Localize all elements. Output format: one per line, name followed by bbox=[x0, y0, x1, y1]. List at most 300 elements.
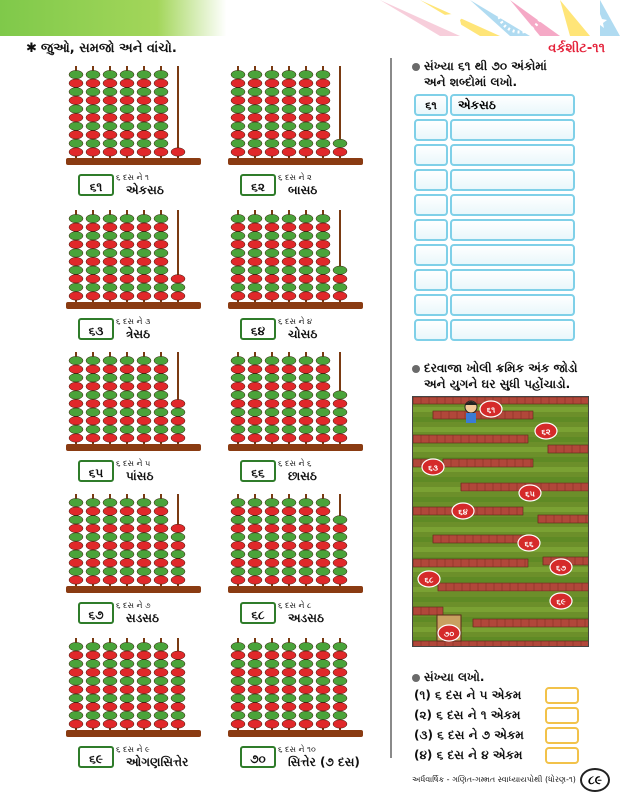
abacus-bead bbox=[333, 703, 347, 711]
abacus-bead bbox=[154, 266, 168, 274]
abacus-bead bbox=[282, 292, 296, 300]
abacus-bead bbox=[231, 257, 245, 265]
abacus-bead bbox=[69, 275, 83, 283]
abacus-base bbox=[66, 444, 201, 451]
abacus-number-word: એકસઠ bbox=[126, 183, 164, 197]
abacus-bead bbox=[154, 434, 168, 442]
abacus-bead bbox=[137, 382, 151, 390]
abacus-bead bbox=[120, 668, 134, 676]
q1-word-cell[interactable]: એકસઠ bbox=[450, 94, 575, 116]
abacus-bead bbox=[69, 249, 83, 257]
abacus-bead bbox=[316, 391, 330, 399]
abacus-bead bbox=[154, 240, 168, 248]
q1-number-cell[interactable] bbox=[414, 319, 448, 341]
abacus-bead bbox=[248, 533, 262, 541]
abacus-bead bbox=[333, 660, 347, 668]
abacus-bead bbox=[154, 113, 168, 121]
abacus-bead bbox=[86, 88, 100, 96]
abacus-bead bbox=[265, 425, 279, 433]
abacus-bead bbox=[316, 668, 330, 676]
abacus-bead bbox=[282, 660, 296, 668]
abacus-bead bbox=[333, 550, 347, 558]
abacus-bead bbox=[154, 668, 168, 676]
abacus-bead bbox=[248, 703, 262, 711]
abacus-bead bbox=[86, 70, 100, 78]
q1-row bbox=[414, 194, 575, 216]
q3-item bbox=[414, 688, 521, 703]
abacus-bead bbox=[316, 283, 330, 291]
abacus-bead bbox=[120, 365, 134, 373]
abacus-bead bbox=[231, 651, 245, 659]
abacus-bead bbox=[316, 266, 330, 274]
abacus-bead bbox=[171, 677, 185, 685]
abacus-bead bbox=[231, 642, 245, 650]
maze-door-number: ૬૧ bbox=[486, 405, 496, 415]
abacus-bead bbox=[86, 524, 100, 532]
abacus-base bbox=[66, 302, 201, 309]
abacus-bead bbox=[248, 70, 262, 78]
q1-word-cell[interactable] bbox=[450, 219, 575, 241]
abacus-bead bbox=[69, 651, 83, 659]
abacus-bead bbox=[137, 105, 151, 113]
abacus-bead bbox=[86, 214, 100, 222]
abacus-bead bbox=[137, 374, 151, 382]
abacus-bead bbox=[137, 399, 151, 407]
abacus-bead bbox=[120, 240, 134, 248]
abacus-bead bbox=[154, 533, 168, 541]
abacus-bead bbox=[316, 96, 330, 104]
abacus-bead bbox=[120, 223, 134, 231]
abacus-bead bbox=[248, 122, 262, 130]
maze-door bbox=[418, 571, 440, 587]
q1-title: સંખ્યા ૬૧ થી ૭૦ અંકોમાં અને શબ્દોમાં લખો. bbox=[412, 58, 547, 90]
abacus-number: ૬૪ bbox=[240, 318, 276, 340]
abacus-bead bbox=[316, 642, 330, 650]
abacus-bead bbox=[120, 550, 134, 558]
abacus-bead bbox=[69, 533, 83, 541]
abacus-bead bbox=[282, 703, 296, 711]
abacus-bead bbox=[265, 668, 279, 676]
abacus-bead bbox=[137, 292, 151, 300]
abacus-bead bbox=[120, 232, 134, 240]
abacus-bead bbox=[103, 559, 117, 567]
abacus-bead bbox=[248, 559, 262, 567]
abacus-bead bbox=[316, 559, 330, 567]
maze-door bbox=[550, 593, 572, 609]
abacus-bead bbox=[137, 113, 151, 121]
q1-number-cell[interactable] bbox=[414, 144, 448, 166]
abacus-bead bbox=[299, 559, 313, 567]
abacus-bead bbox=[137, 434, 151, 442]
abacus-bead bbox=[265, 498, 279, 506]
abacus-bead bbox=[137, 550, 151, 558]
abacus-bead bbox=[231, 105, 245, 113]
abacus-bead bbox=[231, 365, 245, 373]
abacus-bead bbox=[282, 642, 296, 650]
abacus-bead bbox=[103, 70, 117, 78]
abacus-bead bbox=[103, 399, 117, 407]
abacus-bead bbox=[265, 275, 279, 283]
abacus-bead bbox=[333, 541, 347, 549]
abacus-bead bbox=[316, 131, 330, 139]
instruction-heading: ✱ જુઓ, સમજો અને વાંચો. bbox=[26, 41, 177, 56]
abacus-bead bbox=[299, 711, 313, 719]
abacus-bead bbox=[282, 96, 296, 104]
q1-word-cell[interactable] bbox=[450, 269, 575, 291]
abacus-bead bbox=[299, 408, 313, 416]
abacus-description: ૬ દસ ને ૨ bbox=[278, 173, 312, 182]
abacus-bead bbox=[86, 105, 100, 113]
q1-number-cell[interactable] bbox=[414, 269, 448, 291]
abacus-bead bbox=[69, 720, 83, 728]
abacus-bead bbox=[265, 240, 279, 248]
abacus-bead bbox=[265, 79, 279, 87]
q1-row bbox=[414, 269, 575, 291]
abacus-bead bbox=[171, 417, 185, 425]
abacus-bead bbox=[120, 399, 134, 407]
abacus-bead bbox=[137, 720, 151, 728]
maze-door bbox=[438, 625, 460, 641]
abacus-5 bbox=[66, 348, 201, 483]
abacus-bead bbox=[86, 399, 100, 407]
q1-number-cell[interactable] bbox=[414, 244, 448, 266]
abacus-bead bbox=[299, 79, 313, 87]
abacus-bead bbox=[137, 703, 151, 711]
abacus-bead bbox=[69, 283, 83, 291]
abacus-bead bbox=[69, 703, 83, 711]
abacus-bead bbox=[103, 711, 117, 719]
abacus-bead bbox=[103, 703, 117, 711]
abacus-bead bbox=[282, 105, 296, 113]
q3-answer-box[interactable] bbox=[545, 707, 579, 724]
abacus-bead bbox=[171, 559, 185, 567]
abacus-bead bbox=[265, 122, 279, 130]
maze-door bbox=[452, 503, 474, 519]
abacus-bead bbox=[333, 524, 347, 532]
footer-text: અર્ધવાર્ષિક - ગણિત-ગમ્મત સ્વાધ્યાયપોથી (ધોરણ-૧) bbox=[412, 775, 576, 784]
abacus-bead bbox=[282, 232, 296, 240]
q3-answer-box[interactable] bbox=[545, 687, 579, 704]
abacus-bead bbox=[231, 266, 245, 274]
abacus-bead bbox=[69, 391, 83, 399]
abacus-bead bbox=[299, 720, 313, 728]
abacus-bead bbox=[103, 668, 117, 676]
abacus-bead bbox=[69, 685, 83, 693]
abacus-bead bbox=[265, 70, 279, 78]
abacus-9 bbox=[66, 634, 201, 769]
abacus-bead bbox=[69, 559, 83, 567]
q1-number-cell[interactable] bbox=[414, 169, 448, 191]
abacus-bead bbox=[316, 79, 330, 87]
abacus-bead bbox=[248, 507, 262, 515]
abacus-bead bbox=[231, 559, 245, 567]
abacus-bead bbox=[103, 79, 117, 87]
abacus-bead bbox=[265, 399, 279, 407]
q3-answer-box[interactable] bbox=[545, 747, 579, 764]
abacus-bead bbox=[316, 249, 330, 257]
abacus-bead bbox=[171, 275, 185, 283]
abacus-bead bbox=[333, 399, 347, 407]
abacus-bead bbox=[120, 677, 134, 685]
abacus-bead bbox=[103, 391, 117, 399]
abacus-bead bbox=[171, 541, 185, 549]
abacus-bead bbox=[137, 283, 151, 291]
abacus-bead bbox=[86, 240, 100, 248]
abacus-number: ૬૮ bbox=[240, 602, 276, 624]
abacus-bead bbox=[154, 576, 168, 584]
abacus-bead bbox=[86, 660, 100, 668]
abacus-bead bbox=[282, 533, 296, 541]
abacus-bead bbox=[86, 96, 100, 104]
abacus-number-word: ચોસઠ bbox=[288, 327, 318, 341]
abacus-bead bbox=[265, 550, 279, 558]
abacus-bead bbox=[231, 240, 245, 248]
bullet-icon bbox=[412, 63, 420, 71]
abacus-bead bbox=[154, 660, 168, 668]
abacus-description: ૬ દસ ને ૮ bbox=[278, 601, 312, 610]
abacus-bead bbox=[265, 408, 279, 416]
abacus-bead bbox=[103, 576, 117, 584]
abacus-bead bbox=[231, 711, 245, 719]
abacus-bead bbox=[103, 139, 117, 147]
abacus-bead bbox=[231, 88, 245, 96]
abacus-bead bbox=[137, 214, 151, 222]
abacus-bead bbox=[333, 651, 347, 659]
abacus-bead bbox=[69, 567, 83, 575]
abacus-bead bbox=[171, 576, 185, 584]
q1-word-cell[interactable] bbox=[450, 294, 575, 316]
abacus-bead bbox=[137, 685, 151, 693]
abacus-bead bbox=[86, 79, 100, 87]
abacus-bead bbox=[69, 257, 83, 265]
abacus-bead bbox=[282, 139, 296, 147]
abacus-10 bbox=[228, 634, 363, 769]
abacus-bead bbox=[69, 382, 83, 390]
abacus-bead bbox=[120, 533, 134, 541]
abacus-bead bbox=[248, 660, 262, 668]
abacus-bead bbox=[299, 122, 313, 130]
abacus-bead bbox=[171, 524, 185, 532]
q1-word-cell[interactable] bbox=[450, 144, 575, 166]
abacus-bead bbox=[248, 113, 262, 121]
top-banner bbox=[0, 0, 629, 36]
abacus-bead bbox=[103, 425, 117, 433]
abacus-bead bbox=[86, 365, 100, 373]
abacus-bead bbox=[86, 374, 100, 382]
abacus-bead bbox=[299, 96, 313, 104]
abacus-bead bbox=[265, 96, 279, 104]
abacus-bead bbox=[103, 356, 117, 364]
grass-stripe bbox=[413, 527, 589, 532]
maze-wall bbox=[413, 559, 528, 567]
abacus-bead bbox=[137, 365, 151, 373]
abacus-bead bbox=[248, 417, 262, 425]
abacus-bead bbox=[265, 417, 279, 425]
abacus-bead bbox=[69, 711, 83, 719]
abacus-bead bbox=[333, 576, 347, 584]
abacus-bead bbox=[86, 232, 100, 240]
abacus-number-word: સડસઠ bbox=[126, 611, 160, 625]
q1-number-cell[interactable]: ૬૧ bbox=[414, 94, 448, 116]
abacus-bead bbox=[333, 694, 347, 702]
abacus-bead bbox=[69, 365, 83, 373]
abacus-bead bbox=[316, 374, 330, 382]
abacus-description: ૬ દસ ને ૧ bbox=[116, 173, 149, 182]
abacus-bead bbox=[316, 399, 330, 407]
abacus-bead bbox=[231, 550, 245, 558]
abacus-bead bbox=[248, 214, 262, 222]
abacus-bead bbox=[154, 550, 168, 558]
abacus-bead bbox=[231, 139, 245, 147]
abacus-bead bbox=[171, 685, 185, 693]
abacus-bead bbox=[231, 660, 245, 668]
abacus-bead bbox=[137, 122, 151, 130]
abacus-bead bbox=[299, 425, 313, 433]
abacus-description: ૬ દસ ને ૧૦ bbox=[278, 745, 316, 754]
abacus-bead bbox=[231, 292, 245, 300]
abacus-bead bbox=[265, 232, 279, 240]
abacus-bead bbox=[154, 516, 168, 524]
abacus-bead bbox=[231, 668, 245, 676]
q1-number-cell[interactable] bbox=[414, 119, 448, 141]
abacus-bead bbox=[69, 408, 83, 416]
abacus-bead bbox=[154, 541, 168, 549]
abacus-bead bbox=[248, 541, 262, 549]
abacus-bead bbox=[154, 711, 168, 719]
q1-number-cell[interactable] bbox=[414, 294, 448, 316]
abacus-bead bbox=[69, 223, 83, 231]
maze-door bbox=[480, 401, 502, 417]
q1-row bbox=[414, 244, 575, 266]
abacus-bead bbox=[248, 425, 262, 433]
abacus-bead bbox=[299, 694, 313, 702]
abacus-bead bbox=[282, 122, 296, 130]
abacus-bead bbox=[299, 365, 313, 373]
grass-stripe bbox=[413, 547, 589, 552]
q1-word-cell[interactable] bbox=[450, 119, 575, 141]
abacus-description: ૬ દસ ને ૩ bbox=[116, 317, 151, 326]
abacus-bead bbox=[86, 292, 100, 300]
abacus-3 bbox=[66, 206, 201, 341]
abacus-bead bbox=[333, 559, 347, 567]
abacus-bead bbox=[316, 148, 330, 156]
abacus-bead bbox=[265, 382, 279, 390]
abacus-bead bbox=[265, 88, 279, 96]
abacus-bead bbox=[171, 533, 185, 541]
abacus-description: ૬ દસ ને ૭ bbox=[116, 601, 151, 610]
abacus-bead bbox=[69, 139, 83, 147]
abacus-bead bbox=[154, 507, 168, 515]
abacus-description: ૬ દસ ને ૫ bbox=[116, 459, 151, 468]
abacus-bead bbox=[231, 417, 245, 425]
abacus-bead bbox=[231, 223, 245, 231]
abacus-bead bbox=[231, 498, 245, 506]
abacus-bead bbox=[103, 249, 117, 257]
abacus-bead bbox=[171, 720, 185, 728]
abacus-bead bbox=[316, 70, 330, 78]
abacus-bead bbox=[154, 292, 168, 300]
abacus-bead bbox=[299, 533, 313, 541]
abacus-bead bbox=[103, 434, 117, 442]
abacus-bead bbox=[103, 567, 117, 575]
abacus-bead bbox=[86, 541, 100, 549]
abacus-base bbox=[228, 586, 363, 593]
abacus-bead bbox=[248, 266, 262, 274]
abacus-bead bbox=[120, 374, 134, 382]
abacus-bead bbox=[103, 223, 117, 231]
abacus-bead bbox=[248, 257, 262, 265]
abacus-bead bbox=[231, 677, 245, 685]
abacus-bead bbox=[137, 516, 151, 524]
abacus-bead bbox=[265, 249, 279, 257]
abacus-bead bbox=[265, 533, 279, 541]
abacus-bead bbox=[103, 105, 117, 113]
abacus-bead bbox=[316, 292, 330, 300]
abacus-bead bbox=[86, 257, 100, 265]
abacus-bead bbox=[103, 240, 117, 248]
abacus-bead bbox=[86, 642, 100, 650]
abacus-bead bbox=[316, 382, 330, 390]
q1-row bbox=[414, 294, 575, 316]
q1-word-cell[interactable] bbox=[450, 244, 575, 266]
q1-word-cell[interactable] bbox=[450, 194, 575, 216]
abacus-bead bbox=[299, 677, 313, 685]
abacus-bead bbox=[69, 240, 83, 248]
abacus-bead bbox=[282, 434, 296, 442]
abacus-bead bbox=[137, 677, 151, 685]
abacus-bead bbox=[316, 356, 330, 364]
abacus-bead bbox=[282, 550, 296, 558]
abacus-bead bbox=[316, 232, 330, 240]
abacus-bead bbox=[154, 498, 168, 506]
abacus-bead bbox=[282, 88, 296, 96]
abacus-bead bbox=[299, 399, 313, 407]
abacus-bead bbox=[282, 559, 296, 567]
abacus-bead bbox=[120, 70, 134, 78]
abacus-bead bbox=[299, 685, 313, 693]
abacus-bead bbox=[69, 660, 83, 668]
abacus-bead bbox=[137, 576, 151, 584]
q1-number-cell[interactable] bbox=[414, 219, 448, 241]
abacus-bead bbox=[86, 266, 100, 274]
abacus-bead bbox=[137, 417, 151, 425]
q1-number-cell[interactable] bbox=[414, 194, 448, 216]
abacus-bead bbox=[333, 425, 347, 433]
abacus-bead bbox=[120, 541, 134, 549]
abacus-bead bbox=[103, 257, 117, 265]
abacus-bead bbox=[137, 257, 151, 265]
abacus-bead bbox=[265, 292, 279, 300]
abacus-bead bbox=[299, 417, 313, 425]
q1-word-cell[interactable] bbox=[450, 169, 575, 191]
abacus-bead bbox=[120, 694, 134, 702]
q3-answer-box[interactable] bbox=[545, 727, 579, 744]
abacus-bead bbox=[103, 283, 117, 291]
abacus-bead bbox=[248, 139, 262, 147]
abacus-bead bbox=[86, 668, 100, 676]
q1-word-cell[interactable] bbox=[450, 319, 575, 341]
abacus-bead bbox=[86, 498, 100, 506]
abacus-bead bbox=[316, 365, 330, 373]
abacus-bead bbox=[103, 266, 117, 274]
abacus-bead bbox=[120, 122, 134, 130]
abacus-bead bbox=[137, 88, 151, 96]
abacus-bead bbox=[282, 266, 296, 274]
abacus-number-word: પાંસઠ bbox=[126, 469, 154, 483]
abacus-bead bbox=[137, 524, 151, 532]
abacus-bead bbox=[248, 524, 262, 532]
abacus-bead bbox=[120, 105, 134, 113]
